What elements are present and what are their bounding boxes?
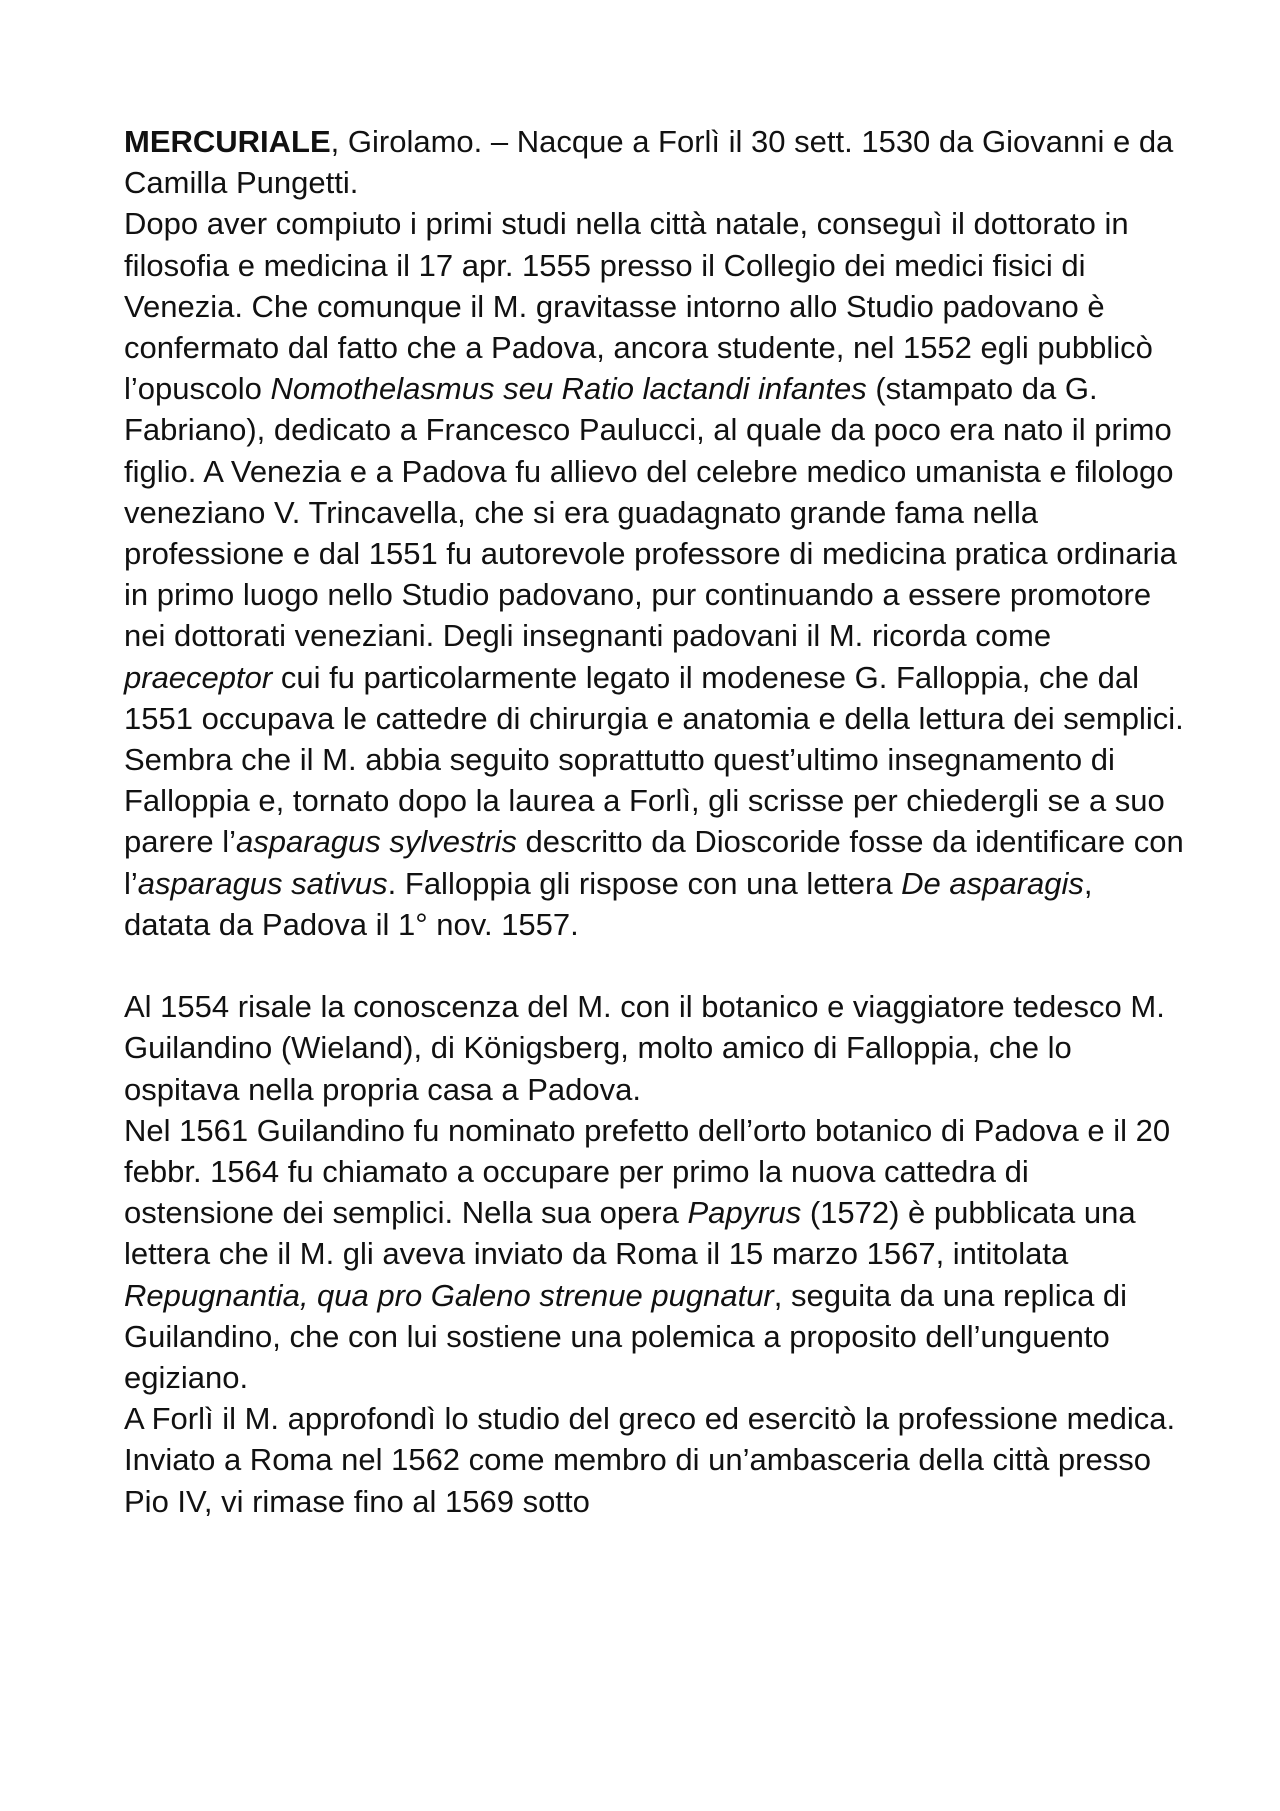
paragraph-falloppia bbox=[124, 739, 1184, 945]
text-run: Al 1554 risale la conoscenza del M. con il botanico e viaggiatore tedesco M. Guilandino (Wieland), di Königsberg, molto amico di Falloppia, che lo ospitava nella propria casa a Padova. bbox=[124, 989, 1165, 1107]
italic-title: Repugnantia, qua pro Galeno strenue pugnatur bbox=[124, 1277, 774, 1313]
text-run: Sembra che il M. abbia seguito soprattutto quest’ultimo insegnamento di Falloppia e, tornato dopo la laurea a Forlì, gli scrisse per chiedergli se a suo parere l’ bbox=[124, 742, 1165, 860]
italic-term: asparagus sativus bbox=[137, 865, 388, 901]
text-run: , datata da Padova il 1° nov. 1557. bbox=[124, 865, 1093, 942]
italic-term: praeceptor bbox=[124, 659, 273, 695]
text-run: , seguita da una replica di Guilandino, che con lui sostiene una polemica a proposito dell’unguento egiziano. bbox=[124, 1277, 1128, 1396]
entry-intro-text: , Girolamo. – Nacque a Forlì il 30 sett. 1530 da Giovanni e da Camilla Pungetti. bbox=[124, 124, 1174, 201]
text-run: descritto da Dioscoride fosse da identificare con l’ bbox=[124, 824, 1184, 901]
paragraph-education bbox=[124, 203, 1184, 739]
text-run: Dopo aver compiuto i primi studi nella città natale, conseguì il dottorato in filosofia e medicina il 17 apr. 1555 presso il Collegio dei medici fisici di Venezia. Che comunque il M. gravitasse intorno allo Studio padovano è confermato dal fatto che a Padova, ancora studente, nel 1552 egli pubblicò l’opuscolo bbox=[124, 206, 1153, 407]
text-run: (stampato da G. Fabriano), dedicato a Francesco Paulucci, al quale da poco era nato il primo figlio. A Venezia e a Padova fu allievo del celebre medico umanista e filologo veneziano V. Trincavella, che si era guadagnato grande fama nella professione e dal 1551 fu autorevole professore di medicina pratica ordinaria in primo luogo nello Studio padovano, pur continuando a essere promotore nei dottorati veneziani. Degli insegnanti padovani il M. ricorda come bbox=[124, 371, 1177, 654]
paragraph-intro bbox=[124, 121, 1184, 203]
entry-headword: MERCURIALE bbox=[124, 124, 331, 159]
text-run: cui fu particolarmente legato il modenese G. Falloppia, che dal 1551 occupava le cattedre di chirurgia e anatomia e della lettura dei semplici. bbox=[124, 659, 1184, 736]
text-run: A Forlì il M. approfondì lo studio del greco ed esercitò la professione medica. Inviato a Roma nel 1562 come membro di un’ambasceria della città presso Pio IV, vi rimase fino al 1569 sotto bbox=[124, 1401, 1176, 1519]
italic-term: asparagus sylvestris bbox=[236, 824, 517, 860]
text-run: (1572) è pubblicata una lettera che il M. gli aveva inviato da Roma il 15 marzo 1567, intitolata bbox=[124, 1195, 1136, 1272]
text-run: . Falloppia gli rispose con una lettera bbox=[387, 865, 902, 901]
italic-title: Nomothelasmus seu Ratio lactandi infantes bbox=[270, 371, 867, 407]
paragraph-gap bbox=[124, 945, 1184, 986]
paragraph-guilandino bbox=[124, 986, 1184, 1110]
paragraph-roma bbox=[124, 1398, 1184, 1522]
document-body bbox=[124, 121, 1184, 1522]
italic-title: Papyrus bbox=[687, 1195, 802, 1231]
text-run: Nel 1561 Guilandino fu nominato prefetto dell’orto botanico di Padova e il 20 febbr. 1564 fu chiamato a occupare per primo la nuova cattedra di ostensione dei semplici. Nella sua opera bbox=[124, 1112, 1171, 1231]
paragraph-orto-botanico bbox=[124, 1110, 1184, 1398]
italic-title: De asparagis bbox=[901, 865, 1084, 901]
